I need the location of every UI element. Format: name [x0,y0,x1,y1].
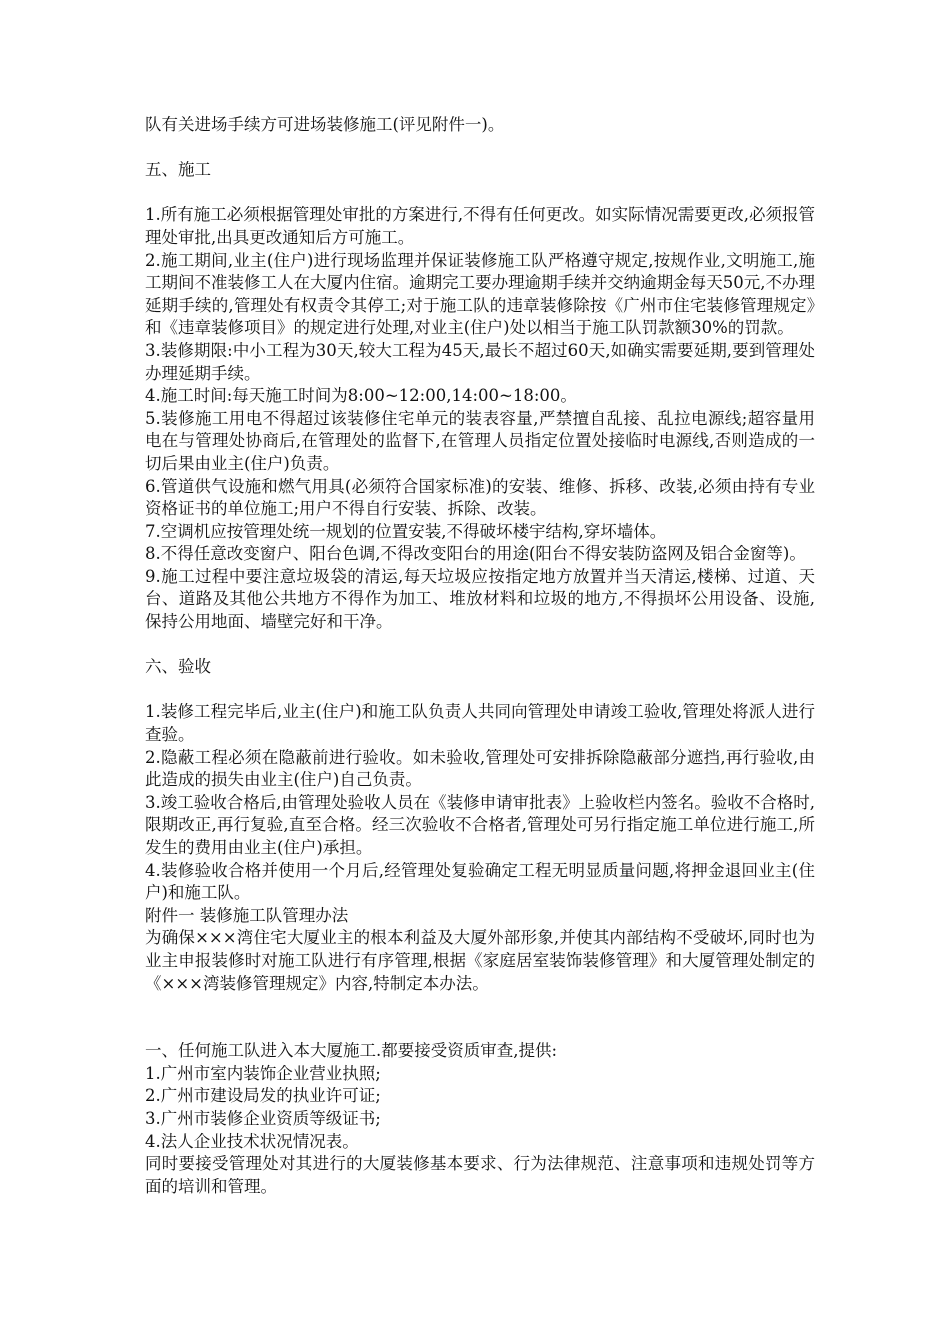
section-5-item-3: 3.装修期限:中小工程为30天,较大工程为45天,最长不超过60天,如确实需要延期,要到管理处办理延期手续。 [145,340,815,383]
section-5-item-5: 5.装修施工用电不得超过该装修住宅单元的装表容量,严禁擅自乱接、乱拉电源线;超容量用电在与管理处协商后,在管理处的监督下,在管理人员指定位置处接临时电源线,否则造成的一切后果由业主(住户)负责。 [145,408,815,473]
section-5-item-7: 7.空调机应按管理处统一规划的位置安装,不得破坏楼宇结构,穿坏墙体。 [145,521,667,541]
appendix-intro: 为确保×××湾住宅大厦业主的根本利益及大厦外部形象,并使其内部结构不受破坏,同时也为业主申报装修时对施工队进行有序管理,根据《家庭居室装饰装修管理》和大厦管理处制定的《×××湾装修管理规定》内容,特制定本办法。 [145,928,815,993]
section-6-item-4: 4.装修验收合格并使用一个月后,经管理处复验确定工程无明显质量问题,将押金退回业主(住户)和施工队。 [145,860,815,903]
section-5-item-2: 2.施工期间,业主(住户)进行现场监理并保证装修施工队严格遵守规定,按规作业,文明施工,施工期间不准装修工人在大厦内住宿。逾期完工要办理逾期手续并交纳逾期金每天50元,不办理延期手续的,管理处有权责令其停工;对于施工队的违章装修除按《广州市住宅装修管理规定》和《违章装修项目》的规定进行处理,对业主(住户)处以相当于施工队罚款额30%的罚款。 [145,250,815,338]
section-5-item-1: 1.所有施工必须根据管理处审批的方案进行,不得有任何更改。如实际情况需要更改,必须报管理处审批,出具更改通知后方可施工。 [145,205,815,247]
section-5-item-9: 9.施工过程中要注意垃圾袋的清运,每天垃圾应按指定地方放置并当天清运,楼梯、过道、天台、道路及其他公共地方不得作为加工、堆放材料和垃圾的地方,不得损坏公用设备、设施,保持公用地面、墙壁完好和干净。 [145,566,815,632]
spacer [145,679,815,702]
appendix-section-1-heading: 一、任何施工队进入本大厦施工.都要接受资质审查,提供: [145,1041,558,1061]
section-6-item-2: 2.隐蔽工程必须在隐蔽前进行验收。如未验收,管理处可安排拆除隐蔽部分遮挡,再行验收,由此造成的损失由业主(住户)自己负责。 [145,747,815,790]
spacer [145,182,815,205]
appendix-section-1-note: 同时要接受管理处对其进行的大厦装修基本要求、行为法律规范、注意事项和违规处罚等方面的培训和管理。 [145,1154,815,1196]
appendix-section-1-item-2: 2.广州市建设局发的执业许可证; [145,1086,381,1106]
spacer [145,634,815,657]
section-6-heading: 六、验收 [145,657,211,677]
appendix-section-1-item-3: 3.广州市装修企业资质等级证书; [145,1108,381,1128]
document-page [145,114,815,1198]
section-5-heading: 五、施工 [145,160,211,180]
appendix-section-1-item-4: 4.法人企业技术状况情况表。 [145,1131,359,1151]
appendix-heading: 附件一 装修施工队管理办法 [145,905,349,925]
section-5-item-4: 4.施工时间:每天施工时间为8:00~12:00,14:00~18:00。 [145,386,577,406]
section-6-item-3: 3.竣工验收合格后,由管理处验收人员在《装修申请审批表》上验收栏内签名。验收不合格时,限期改正,再行复验,直至合格。经三次验收不合格者,管理处可另行指定施工单位进行施工,所发生的费用由业主(住户)承担。 [145,792,815,857]
intro-paragraph: 队有关进场手续方可进场装修施工(评见附件一)。 [145,115,505,134]
section-5-item-6: 6.管道供气设施和燃气用具(必须符合国家标准)的安装、维修、拆移、改装,必须由持有专业资格证书的单位施工;用户不得自行安装、拆除、改装。 [145,476,815,519]
section-6-item-1: 1.装修工程完毕后,业主(住户)和施工队负责人共同向管理处申请竣工验收,管理处将派人进行查验。 [145,702,815,745]
spacer [145,137,815,160]
appendix-section-1-item-1: 1.广州市室内装饰企业营业执照; [145,1063,381,1083]
section-5-item-8: 8.不得任意改变窗户、阳台色调,不得改变阳台的用途(阳台不得安装防盗网及铝合金窗等)。 [145,544,806,564]
spacer [145,995,815,1040]
